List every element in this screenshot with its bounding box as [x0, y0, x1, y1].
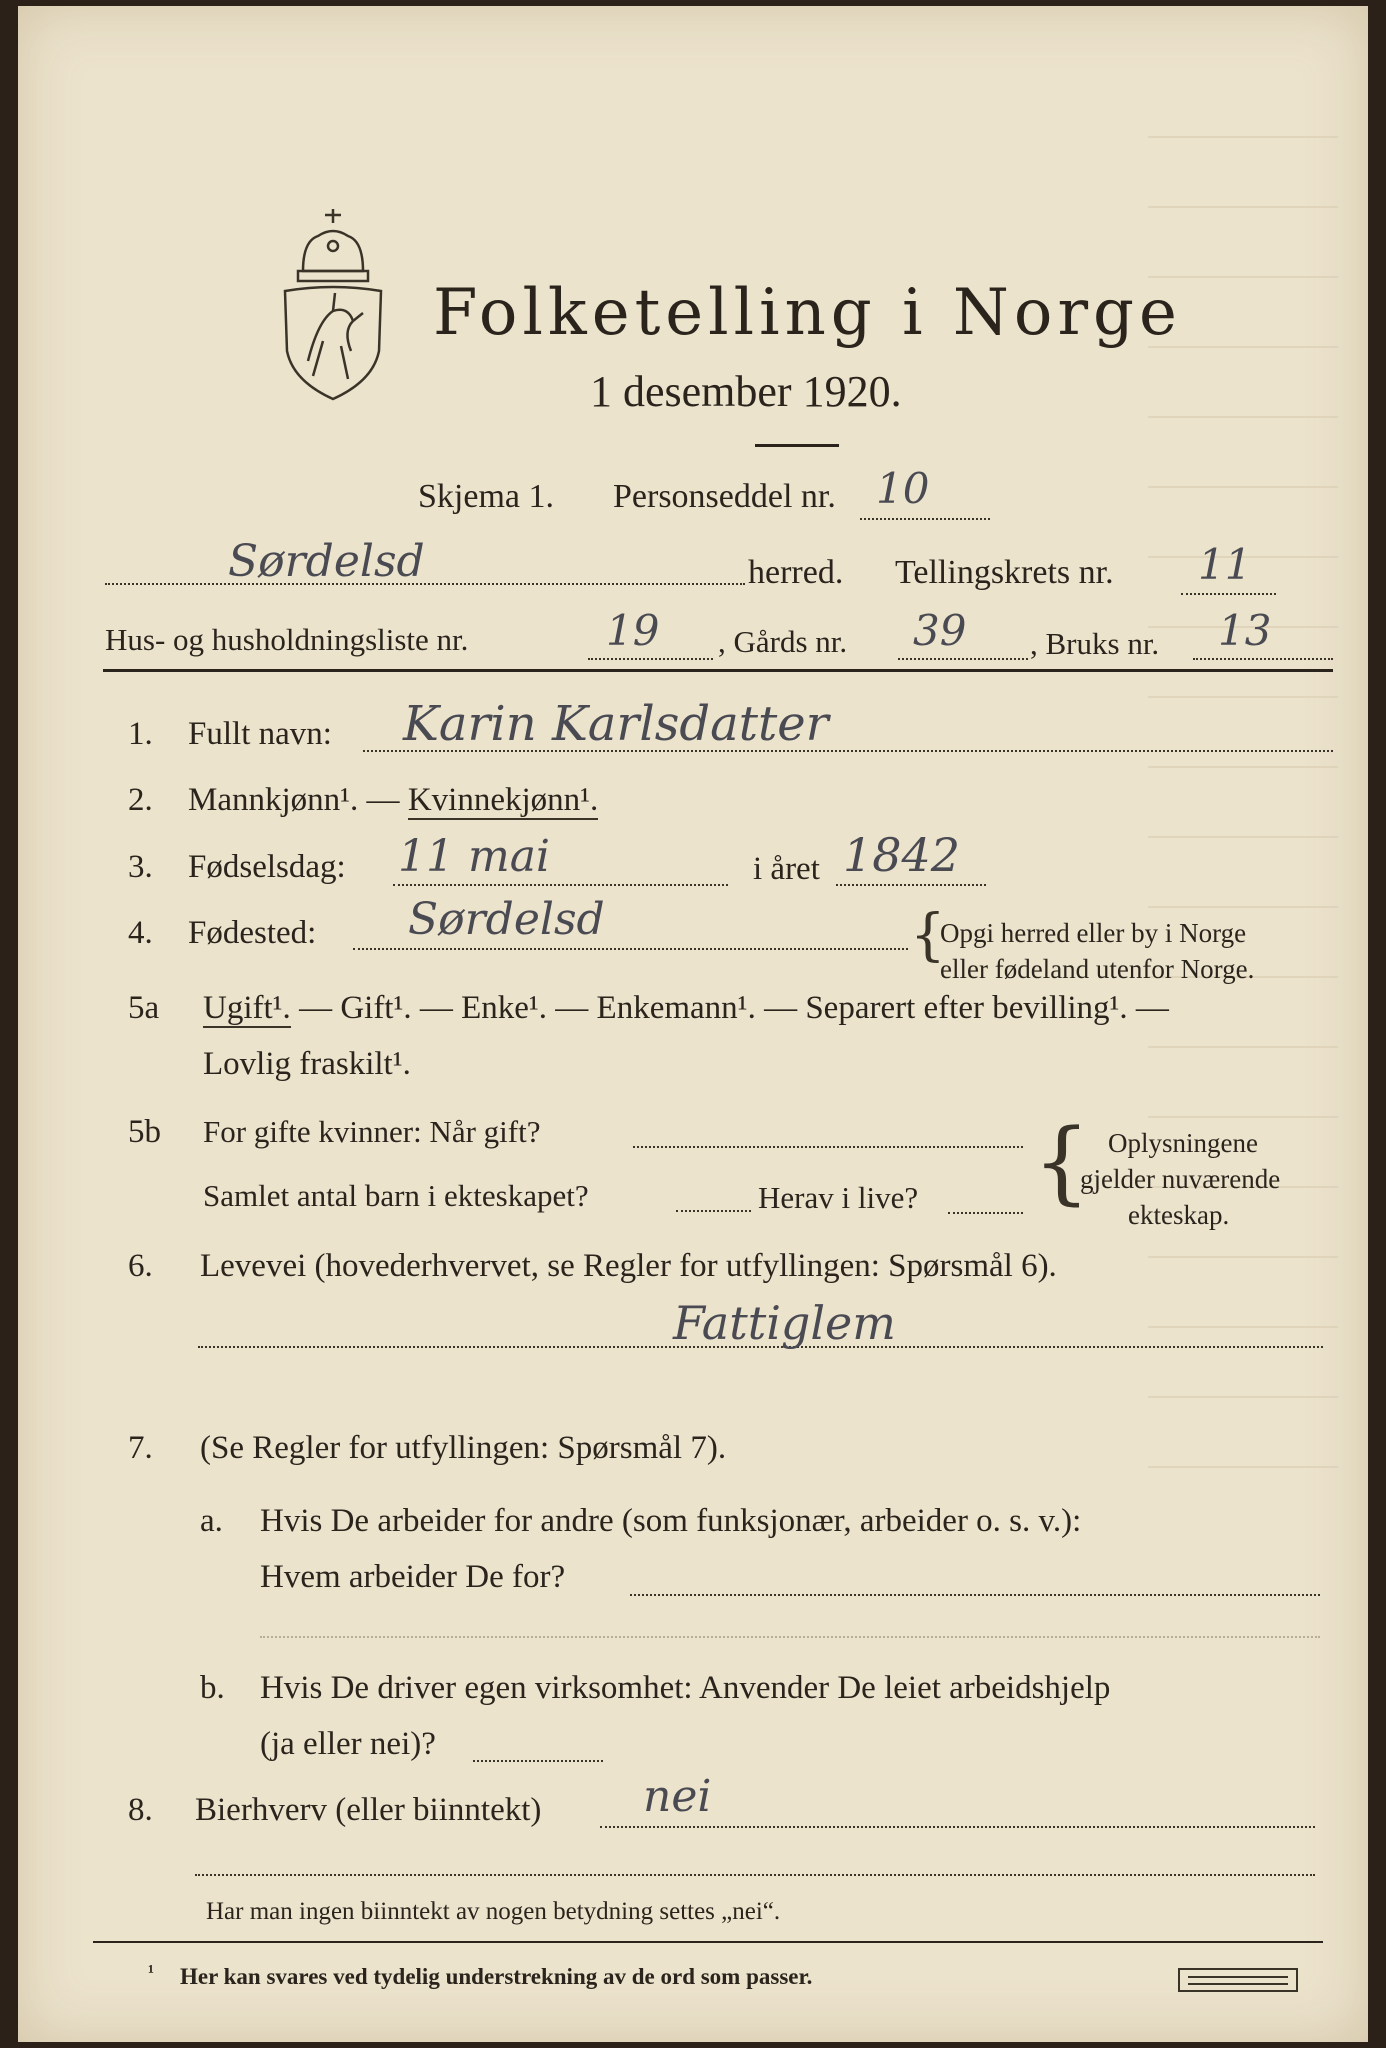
q1-number: 1. [128, 716, 153, 752]
herred-value: Sørdelsd [228, 536, 425, 587]
q7a-letter: a. [200, 1503, 223, 1539]
q5b-live-label: Herav i live? [758, 1180, 919, 1215]
tellingskrets-value: 11 [1198, 540, 1252, 589]
husliste-label: Hus- og husholdningsliste nr. [105, 622, 469, 657]
q7a-question: Hvem arbeider De for? [260, 1559, 566, 1595]
gards-line [898, 658, 1028, 660]
personseddel-value: 10 [876, 464, 930, 513]
form-title: Folketelling i Norge [433, 276, 1182, 350]
herred-label: herred. [748, 554, 844, 591]
q7a-line-2 [260, 1636, 1320, 1638]
q7b-question: (ja eller nei)? [260, 1726, 436, 1762]
herred-line [105, 583, 745, 585]
q4-line [353, 948, 908, 950]
header-separator [103, 669, 1333, 672]
q5b-note-1: Oplysningene [1108, 1128, 1258, 1158]
q8-line-2 [195, 1874, 1315, 1876]
q2-options [188, 782, 598, 819]
printer-stamp-icon [1178, 1968, 1298, 1992]
personseddel-label: Personseddel nr. [613, 478, 836, 515]
q5a-ugift-underlined: Ugift¹. [203, 990, 291, 1026]
q5b-barn-label: Samlet antal barn i ekteskapet? [203, 1178, 589, 1213]
q5a-options [203, 990, 1169, 1027]
q8-value: nei [643, 1771, 712, 1822]
bruks-line [1193, 658, 1333, 660]
title-divider [755, 444, 839, 447]
q3-year-value: 1842 [843, 828, 961, 882]
q3-line [393, 884, 728, 886]
q1-value: Karin Karlsdatter [403, 696, 829, 752]
husliste-value: 19 [606, 606, 660, 655]
q5b-live-line [948, 1212, 1023, 1214]
q8-number: 8. [128, 1792, 153, 1828]
footnote-separator [93, 1941, 1323, 1943]
q6-value: Fattiglem [673, 1296, 896, 1350]
q2-kvinnekjonn-underlined: Kvinnekjønn¹. [407, 782, 599, 818]
q4-brace: { [910, 903, 946, 968]
q3-label: Fødselsdag: [188, 849, 346, 885]
q5b-number: 5b [128, 1114, 161, 1150]
q7b-text: Hvis De driver egen virksomhet: Anvender De leiet arbeidshjelp [260, 1670, 1111, 1706]
bruks-value: 13 [1218, 606, 1272, 655]
q5a-line2: Lovlig fraskilt¹. [203, 1046, 411, 1082]
footnote-mark: ¹ [148, 1961, 154, 1983]
footnote-text: Her kan svares ved tydelig understrekning av de ord som passer. [180, 1964, 813, 1989]
q2-mannkjonn: Mannkjønn¹. — [188, 782, 408, 818]
q3-value: 11 mai [398, 831, 551, 882]
q8-line [600, 1826, 1315, 1828]
q3-year-label: i året [753, 851, 820, 887]
tellingskrets-label: Tellingskrets nr. [895, 554, 1114, 591]
q3-number: 3. [128, 849, 153, 885]
gards-value: 39 [913, 606, 967, 655]
q2-number: 2. [128, 782, 153, 818]
q5b-gift-line [633, 1146, 1023, 1148]
q5a-other-options: — Gift¹. — Enke¹. — Enkemann¹. — Separert efter bevilling¹. — [290, 990, 1169, 1026]
bruks-label: , Bruks nr. [1030, 626, 1160, 661]
q1-label: Fullt navn: [188, 716, 332, 752]
q7b-letter: b. [200, 1670, 225, 1706]
q8-label: Bierhverv (eller biinntekt) [195, 1792, 542, 1828]
q5a-number: 5a [128, 990, 160, 1026]
q6-label: Levevei (hovederhvervet, se Regler for utfyllingen: Spørsmål 6). [200, 1248, 1057, 1284]
q5b-brace: { [1033, 1110, 1091, 1215]
q5b-note-2: gjelder nuværende [1080, 1164, 1281, 1194]
census-form [18, 6, 1368, 2042]
q7a-line [630, 1594, 1320, 1596]
coat-of-arms-icon [263, 201, 403, 401]
q4-value: Sørdelsd [408, 894, 605, 945]
q4-note-2: eller fødeland utenfor Norge. [940, 954, 1255, 984]
q4-number: 4. [128, 915, 153, 951]
q4-label: Fødested: [188, 915, 317, 951]
q7-label: (Se Regler for utfyllingen: Spørsmål 7). [200, 1430, 727, 1466]
q5b-line1: For gifte kvinner: Når gift? [203, 1114, 541, 1149]
personseddel-line [860, 518, 990, 520]
gards-label: , Gårds nr. [718, 624, 848, 659]
q4-note-1: Opgi herred eller by i Norge [940, 918, 1247, 948]
husliste-line [588, 658, 713, 660]
q7-number: 7. [128, 1430, 153, 1466]
q5b-note-3: ekteskap. [1128, 1200, 1230, 1230]
skjema-label: Skjema 1. [418, 478, 554, 515]
q3-year-line [836, 884, 986, 886]
tellingskrets-line [1181, 593, 1276, 595]
q5b-barn-line [676, 1210, 751, 1212]
census-date: 1 desember 1920. [590, 367, 902, 416]
q6-number: 6. [128, 1248, 153, 1284]
q7a-text: Hvis De arbeider for andre (som funksjonær, arbeider o. s. v.): [260, 1503, 1082, 1539]
q7b-line [473, 1760, 603, 1762]
q8-note: Har man ingen biinntekt av nogen betydning settes „nei“. [206, 1898, 781, 1925]
